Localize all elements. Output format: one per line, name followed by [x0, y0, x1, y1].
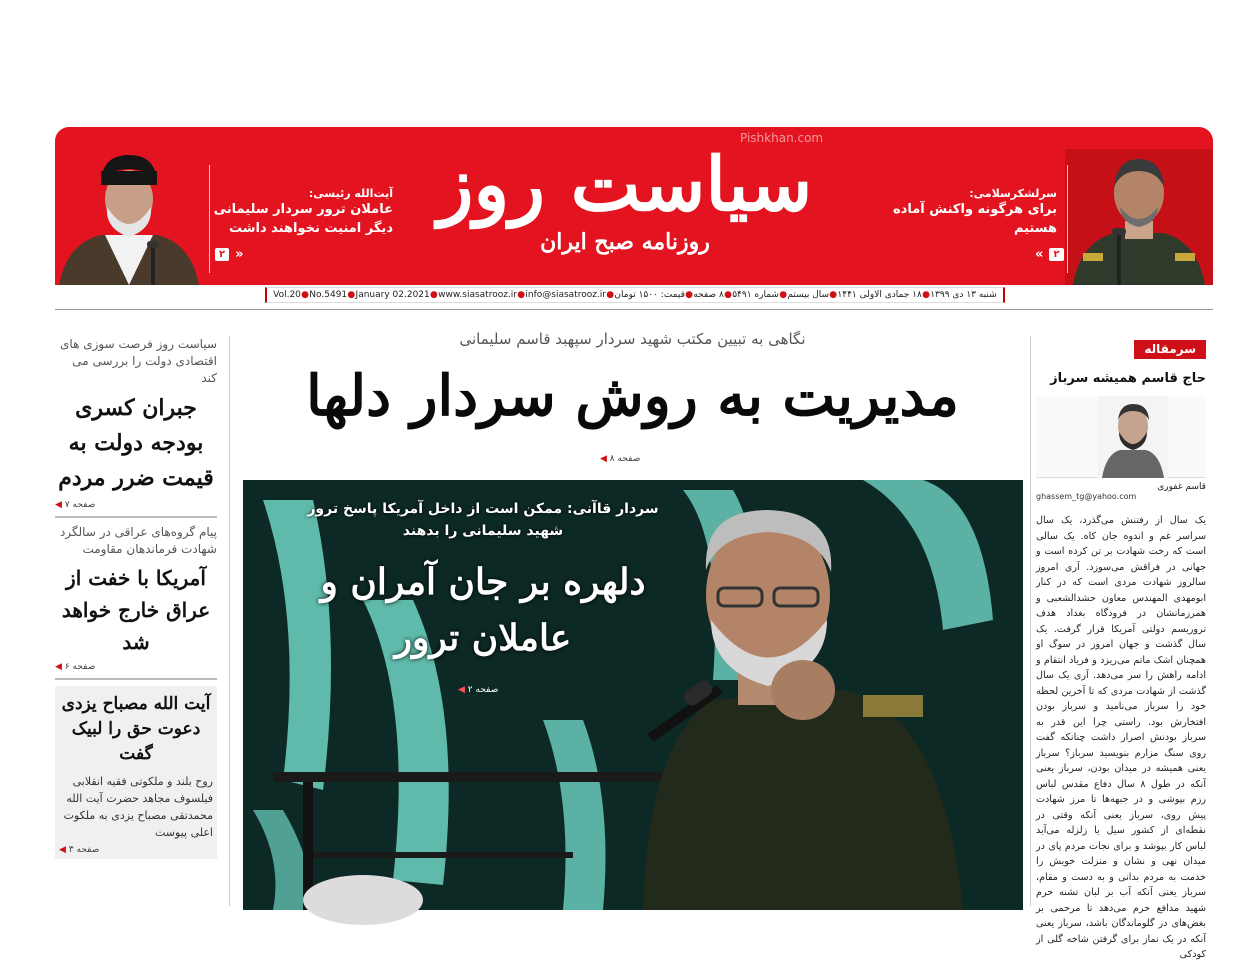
left-quote-ref[interactable]	[215, 247, 244, 262]
header-rule	[55, 309, 1213, 310]
divider	[1067, 165, 1068, 273]
photo-page-ref[interactable]: صفحه ۲ ◀	[458, 685, 499, 695]
editorial-text: یک سال از رفتنش می‌گذرد، یک سال سراسر غم و اندوه جان کاه. یک سالی است که رخت شهادت بر تن کرده است و جهانی در فراقش می‌سوزد. آری امروز سالروز شهادت مردی است که در کنار ابومهدی المهندس معاون حشدالشعبی و همرزمانشان در فرودگاه بغداد هدف تروریسم دولتی آمریکا قرار گرفت. یک سال گذشت و جهان امروز در سوگ او همچنان اشک ماتم می‌ریزد و فریاد انتقام و ادامه راهش را سر می‌دهد. آری یک سال گذشت از شهادت مردی که تا آخرین لحظه خود را سرباز می‌نامید و سرباز بودن افتخارش بود. راستی چرا این قدر به سرباز بودنش اصرار داشت چنانکه گفت روی سنگ مزارم بنویسید سرباز؟ سرباز یعنی همیشه در میدان بودن، سرباز یعنی آنکه در طول ۸ سال دفاع مقدس لباس رزم بپوشی و در جبهه‌ها تا مرز شهادت پیش روی، سرباز یعنی آنکه وقتی در نقطه‌ای از کشور سیل یا زلزله می‌آید لباس کار بپوشد و برای نجات مردم پای در میدان نهی و نشان و منزلت خویش را خدمت به مردم بدانی و به دست و مقام، سرباز یعنی آنکه آب بر لبان تشنه حرم شهید مدافع حرم می‌دهد تا مرحمی بر بغض‌های در گلوماندگان باشد، سرباز یعنی آنکه در یک نماز برای گرفتن شاخه گلی از کودکی	[1036, 515, 1206, 960]
author-email[interactable]: ghassem_tg@yahoo.com	[1036, 492, 1137, 501]
page-count: ۸ صفحه	[693, 290, 724, 300]
dot-icon: ●	[829, 290, 838, 300]
newspaper-logo[interactable]	[435, 131, 815, 281]
watermark: Pishkhan.com	[740, 131, 824, 145]
dot-icon: ●	[430, 290, 438, 300]
divider	[55, 516, 217, 518]
photo-headline[interactable]: دلهره بر جان آمران و عاملان ترور	[320, 561, 646, 659]
dot-icon: ●	[606, 290, 615, 300]
dot-icon: ●	[779, 290, 788, 300]
page-number: ۲	[1049, 248, 1063, 261]
price: قیمت: ۱۵۰۰ تومان	[614, 290, 685, 300]
author-name: قاسم غفوری	[1157, 482, 1206, 492]
right-quote-text: برای هرگونه واکنش آماده هستیم	[892, 202, 1057, 236]
website-link[interactable]: www.siasatrooz.ir	[438, 290, 517, 300]
left-quote[interactable]	[213, 187, 393, 238]
page-ref[interactable]: ◀ صفحه ۶	[55, 662, 96, 672]
dot-icon: ●	[517, 290, 526, 300]
right-quote[interactable]	[872, 187, 1057, 238]
raisi-photo	[55, 149, 203, 285]
salami-photo	[1065, 149, 1213, 285]
story-kicker: پیام گروه‌های عراقی در سالگرد شهادت فرماندهان مقاومت	[59, 525, 217, 556]
date-en: January 02.2021	[355, 290, 430, 300]
page-number: ۲	[215, 248, 229, 261]
dot-icon: ●	[347, 290, 356, 300]
date-hijri: ۱۸ جمادی الاولی ۱۴۴۱	[837, 290, 922, 300]
editorial-column	[1036, 338, 1206, 963]
author-box	[1036, 396, 1206, 478]
main-story[interactable]	[240, 330, 1025, 464]
editorial-title[interactable]: حاج قاسم همیشه سرباز	[1050, 371, 1206, 386]
page-ref-label: صفحه ۶	[64, 662, 96, 672]
page-ref-label: صفحه ۷	[64, 500, 96, 510]
date-fa: شنبه ۱۳ دی ۱۳۹۹	[930, 290, 997, 300]
left-story-1[interactable]	[55, 336, 217, 510]
photo-kicker: سردار قاآنی: ممکن است از داخل آمریکا پاسخ ترور شهید سلیمانی را بدهند	[307, 501, 659, 539]
divider	[55, 678, 217, 680]
masthead	[55, 127, 1213, 285]
left-column	[55, 336, 217, 859]
page-ref-label: صفحه ۳	[68, 845, 100, 855]
issue-fa: شماره ۵۴۹۱	[732, 290, 779, 300]
dot-icon: ●	[724, 290, 732, 300]
right-quote-speaker: سرلشکرسلامی:	[969, 187, 1057, 200]
story-body: روح بلند و ملکوتی فقیه انقلابی فیلسوف مجاهد حضرت آیت الله محمدتقی مصباح یزدی به ملکوت اعلی پیوست	[63, 775, 213, 839]
story-headline[interactable]: جبران کسری بودجه دولت به قیمت ضرر مردم	[58, 395, 214, 491]
year: سال بیستم	[787, 290, 830, 300]
main-kicker: نگاهی به تبیین مکتب شهید سردار سپهبد قاسم سلیمانی	[459, 330, 806, 348]
main-headline[interactable]: مدیریت به روش سردار دلها	[306, 363, 959, 429]
double-chevron-icon: «	[1035, 247, 1044, 262]
divider	[209, 165, 210, 273]
logo-name: سیاست روز	[437, 142, 813, 228]
column-rule	[229, 336, 230, 906]
main-page-ref[interactable]: صفحه ۸ ◀	[600, 454, 641, 464]
column-rule	[1030, 336, 1031, 906]
issue-en: No.5491	[309, 290, 348, 300]
logo-tagline: روزنامه صبح ایران	[540, 229, 710, 255]
dot-icon: ●	[922, 290, 930, 300]
page-ref-label: صفحه ۸	[609, 454, 641, 464]
dot-icon: ●	[685, 290, 694, 300]
editorial-label: سرمقاله	[1134, 340, 1206, 359]
volume: Vol.20	[273, 290, 301, 300]
story-kicker: سیاست روز فرصت سوزی های اقتصادی دولت را بررسی می کند	[60, 337, 217, 385]
lead-photo[interactable]	[243, 480, 1023, 910]
page-ref-label: صفحه ۲	[467, 685, 499, 695]
story-headline[interactable]: آیت الله مصباح یزدی دعوت حق را لبیک گفت	[61, 694, 211, 764]
left-quote-speaker: آیت‌الله رئیسی:	[308, 187, 393, 200]
author-photo	[1098, 396, 1168, 478]
double-chevron-icon: »	[235, 247, 244, 262]
info-bar	[265, 287, 1005, 303]
left-story-2[interactable]	[55, 524, 217, 672]
left-quote-text: عاملان ترور سردار سلیمانی دیگر امنیت نخواهند داشت	[213, 202, 393, 236]
dot-icon: ●	[301, 290, 310, 300]
story-headline[interactable]: آمریکا با خفت از عراق خارج خواهد شد	[61, 566, 211, 654]
left-story-3[interactable]	[55, 686, 217, 859]
page-ref[interactable]: ◀ صفحه ۳	[59, 845, 100, 855]
right-quote-ref[interactable]	[1035, 247, 1064, 262]
email-link[interactable]: info@siasatrooz.ir	[525, 290, 607, 300]
page-ref[interactable]: ◀ صفحه ۷	[55, 500, 96, 510]
